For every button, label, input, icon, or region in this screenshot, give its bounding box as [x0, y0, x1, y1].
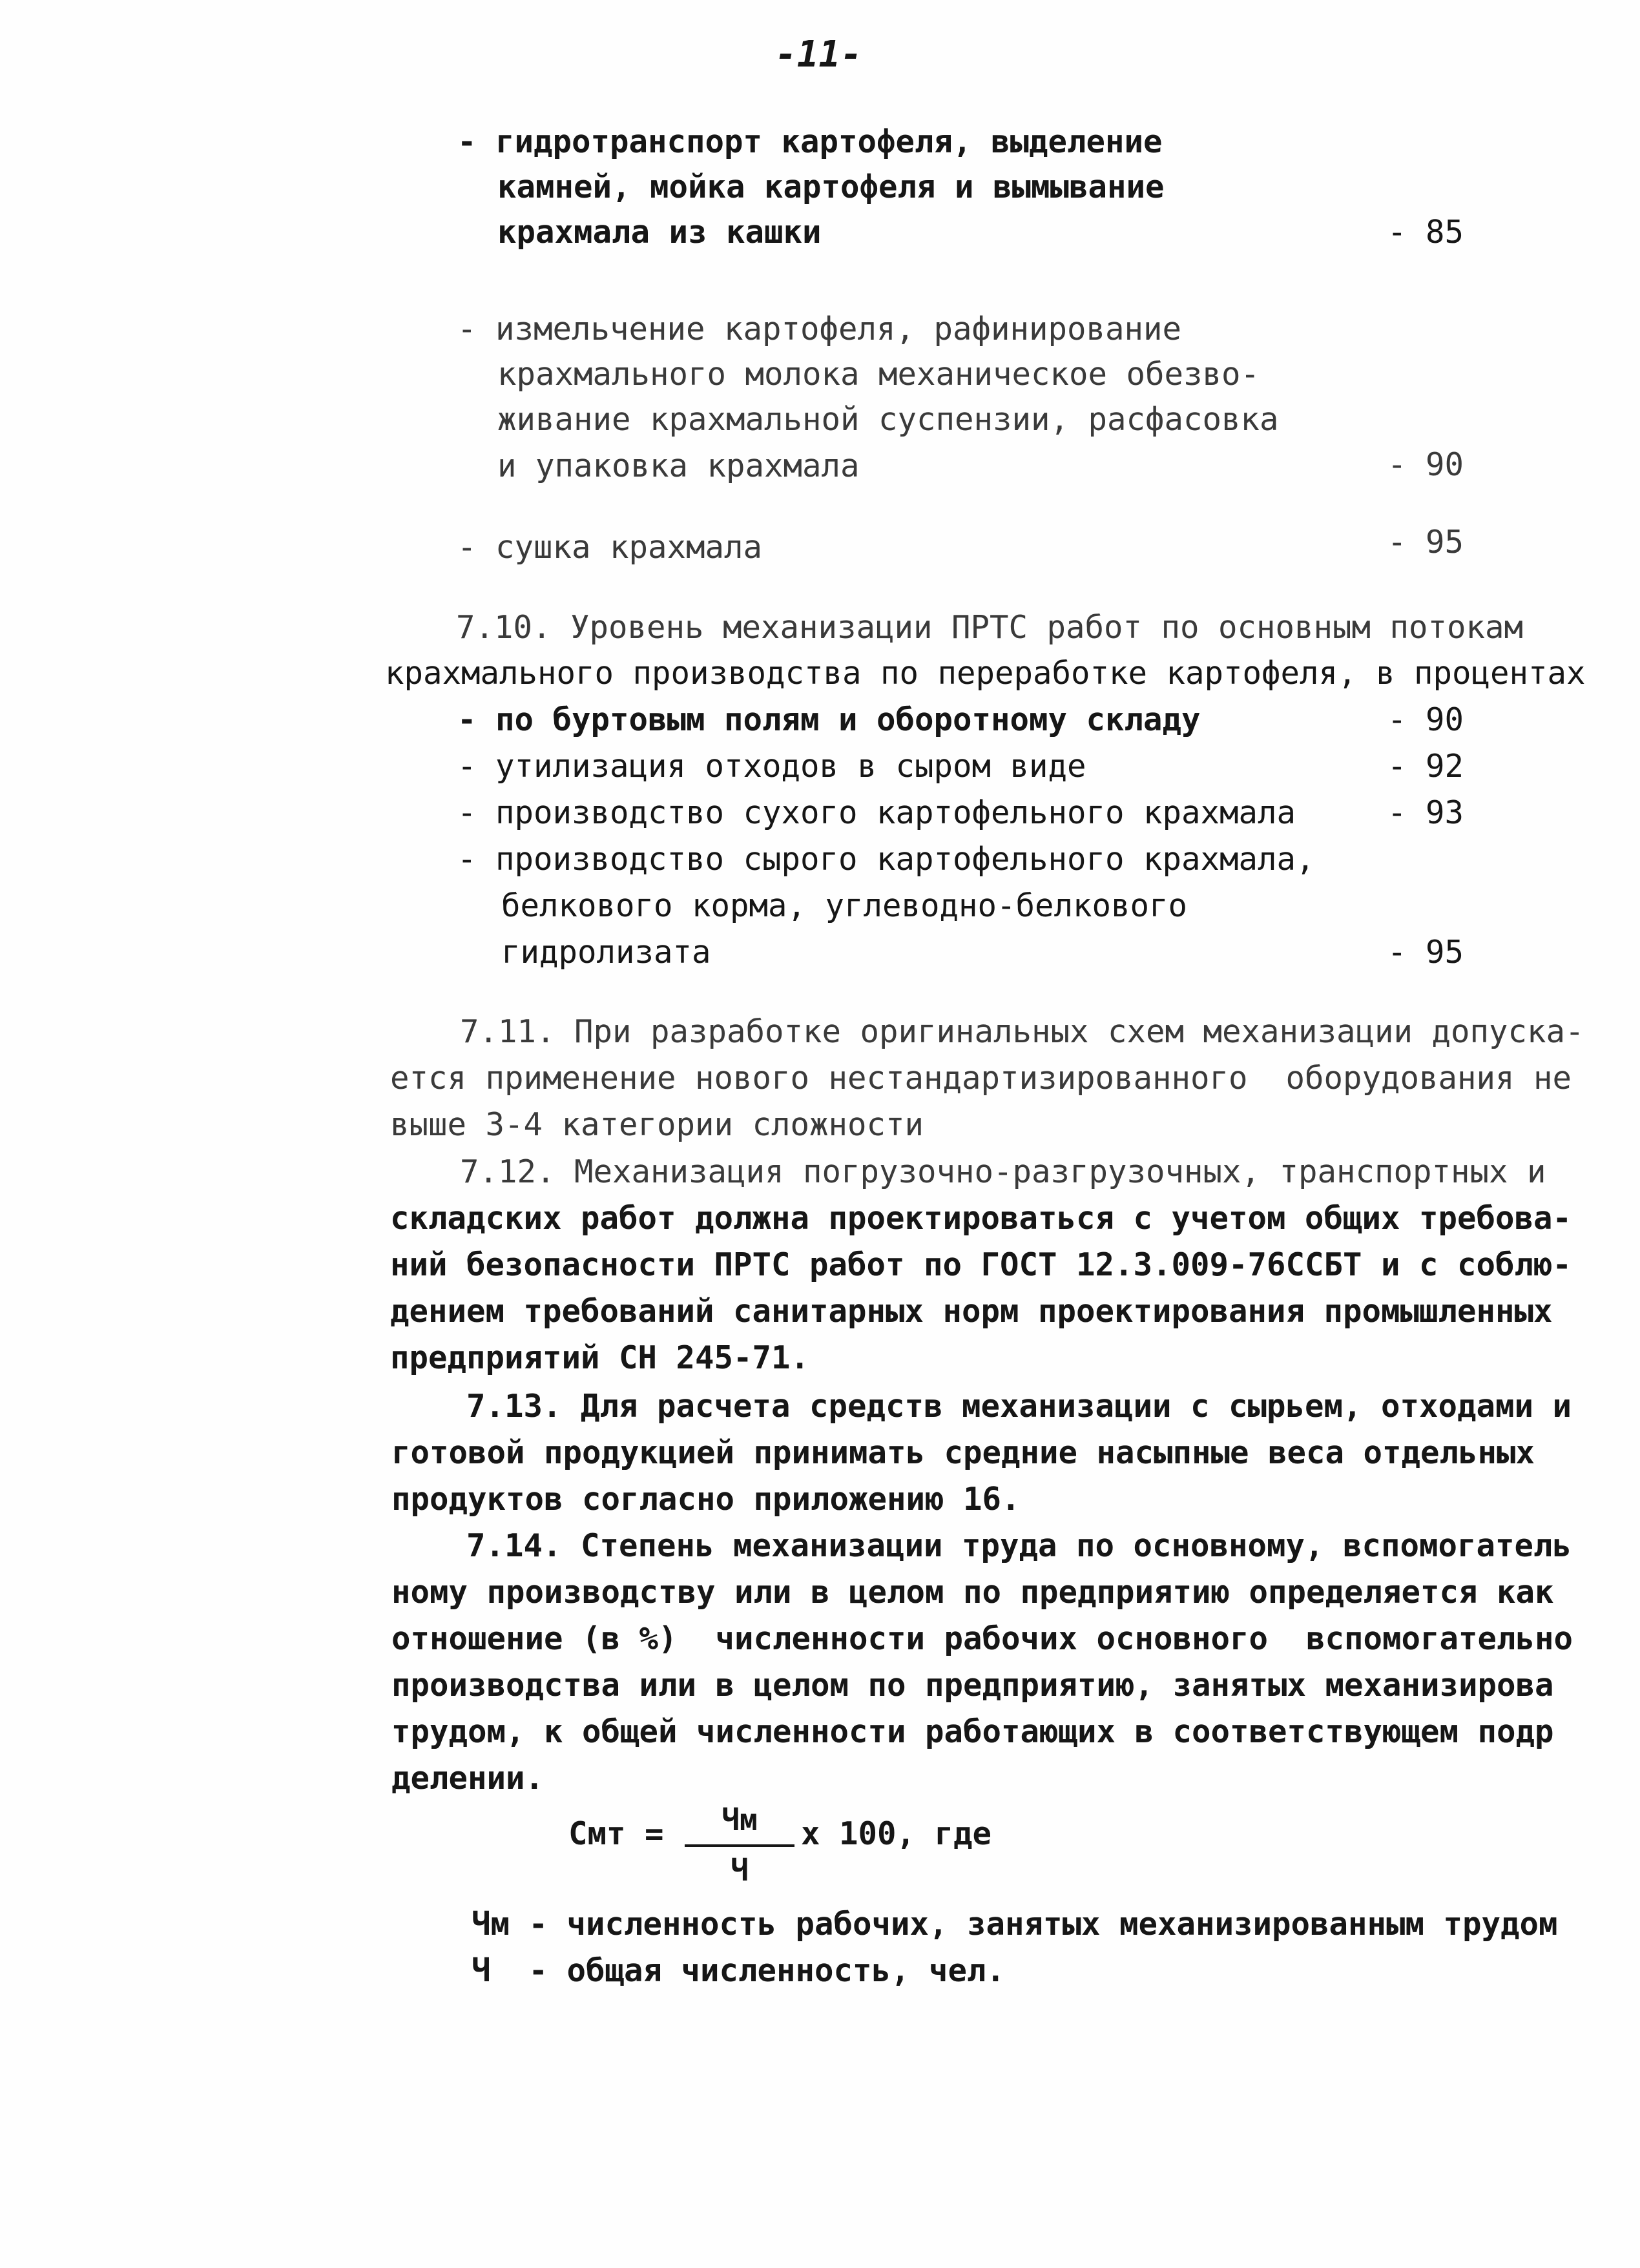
paragraph-line: 7.11. При разработке оригинальных схем механизации допуска- [460, 1013, 1584, 1050]
list-item-value: - 92 [1387, 748, 1464, 785]
list-item-value: - 90 [1387, 701, 1464, 738]
list-item-line: белкового корма, углеводно-белкового [501, 887, 1188, 924]
list-item-line: - сушка крахмала [457, 529, 763, 566]
formula-lhs: Смт = [568, 1815, 664, 1852]
formula-rhs: х 100, где [801, 1815, 992, 1852]
paragraph-line: 7.10. Уровень механизации ПРТС работ по основным потокам [456, 609, 1524, 646]
list-item-line: крахмального молока механическое обезво- [497, 356, 1260, 393]
formula-fraction [685, 1802, 794, 1892]
paragraph-line: трудом, к общей численности работающих в соответствующем подр [391, 1713, 1554, 1750]
paragraph-line: производства или в целом по предприятию, занятых механизирова [391, 1667, 1554, 1704]
list-item-value: - 95 [1387, 524, 1464, 561]
paragraph-line: 7.13. Для расчета средств механизации с сырьем, отходами и [466, 1388, 1572, 1425]
page-number: -11- [775, 34, 862, 76]
formula-denominator: Ч [731, 1853, 749, 1888]
list-item-line: живание крахмальной суспензии, расфасовка [497, 401, 1279, 438]
list-item-line: и упаковка крахмала [497, 448, 860, 484]
formula-numerator: Чм [721, 1802, 758, 1837]
paragraph-line: дением требований санитарных норм проектирования промышленных [390, 1293, 1553, 1330]
paragraph-line: отношение (в %) численности рабочих основного вспомогательно [391, 1620, 1573, 1657]
list-item-value: - 85 [1387, 214, 1464, 251]
list-item-value: - 95 [1387, 934, 1464, 971]
paragraph-line: выше 3-4 категории сложности [390, 1106, 924, 1143]
paragraph-line: крахмального производства по переработке картофеля, в процентах [385, 655, 1586, 692]
paragraph-line: ному производству или в целом по предприятию определяется как [391, 1574, 1554, 1611]
legend-line: Ч - общая численность, чел. [472, 1952, 1006, 1989]
legend-line: Чм - численность рабочих, занятых механизированным трудом [472, 1906, 1558, 1943]
list-item-line: - измельчение картофеля, рафинирование [457, 311, 1182, 347]
list-item-line: крахмала из кашки [497, 214, 822, 251]
paragraph-line: продуктов согласно приложению 16. [391, 1481, 1021, 1518]
fraction-bar [685, 1844, 794, 1847]
paragraph-line: ется применение нового нестандартизированного оборудования не [390, 1060, 1572, 1097]
paragraph-line: делении. [391, 1760, 545, 1797]
list-item-line: камней, мойка картофеля и вымывание [497, 169, 1165, 205]
paragraph-line: 7.12. Механизация погрузочно-разгрузочных, транспортных и [460, 1153, 1546, 1190]
list-item-line: - утилизация отходов в сыром виде [457, 748, 1086, 785]
list-item-line: - производство сухого картофельного крахмала [457, 794, 1296, 831]
list-item-value: - 90 [1387, 446, 1464, 483]
list-item-line: гидролизата [501, 934, 711, 971]
list-item-line: - производство сырого картофельного крахмала, [457, 841, 1315, 878]
paragraph-line: складских работ должна проектироваться с учетом общих требова- [390, 1200, 1572, 1237]
paragraph-line: ний безопасности ПРТС работ по ГОСТ 12.3.009-76ССБТ и с соблю- [390, 1246, 1572, 1283]
list-item-value: - 93 [1387, 794, 1464, 831]
list-item-line: - по буртовым полям и оборотному складу [457, 701, 1201, 738]
list-item-line: - гидротранспорт картофеля, выделение [457, 123, 1163, 160]
paragraph-line: 7.14. Степень механизации труда по основному, вспомогатель [466, 1527, 1572, 1564]
paragraph-line: предприятий СН 245-71. [390, 1339, 810, 1376]
paragraph-line: готовой продукцией принимать средние насыпные веса отдельных [391, 1434, 1535, 1471]
